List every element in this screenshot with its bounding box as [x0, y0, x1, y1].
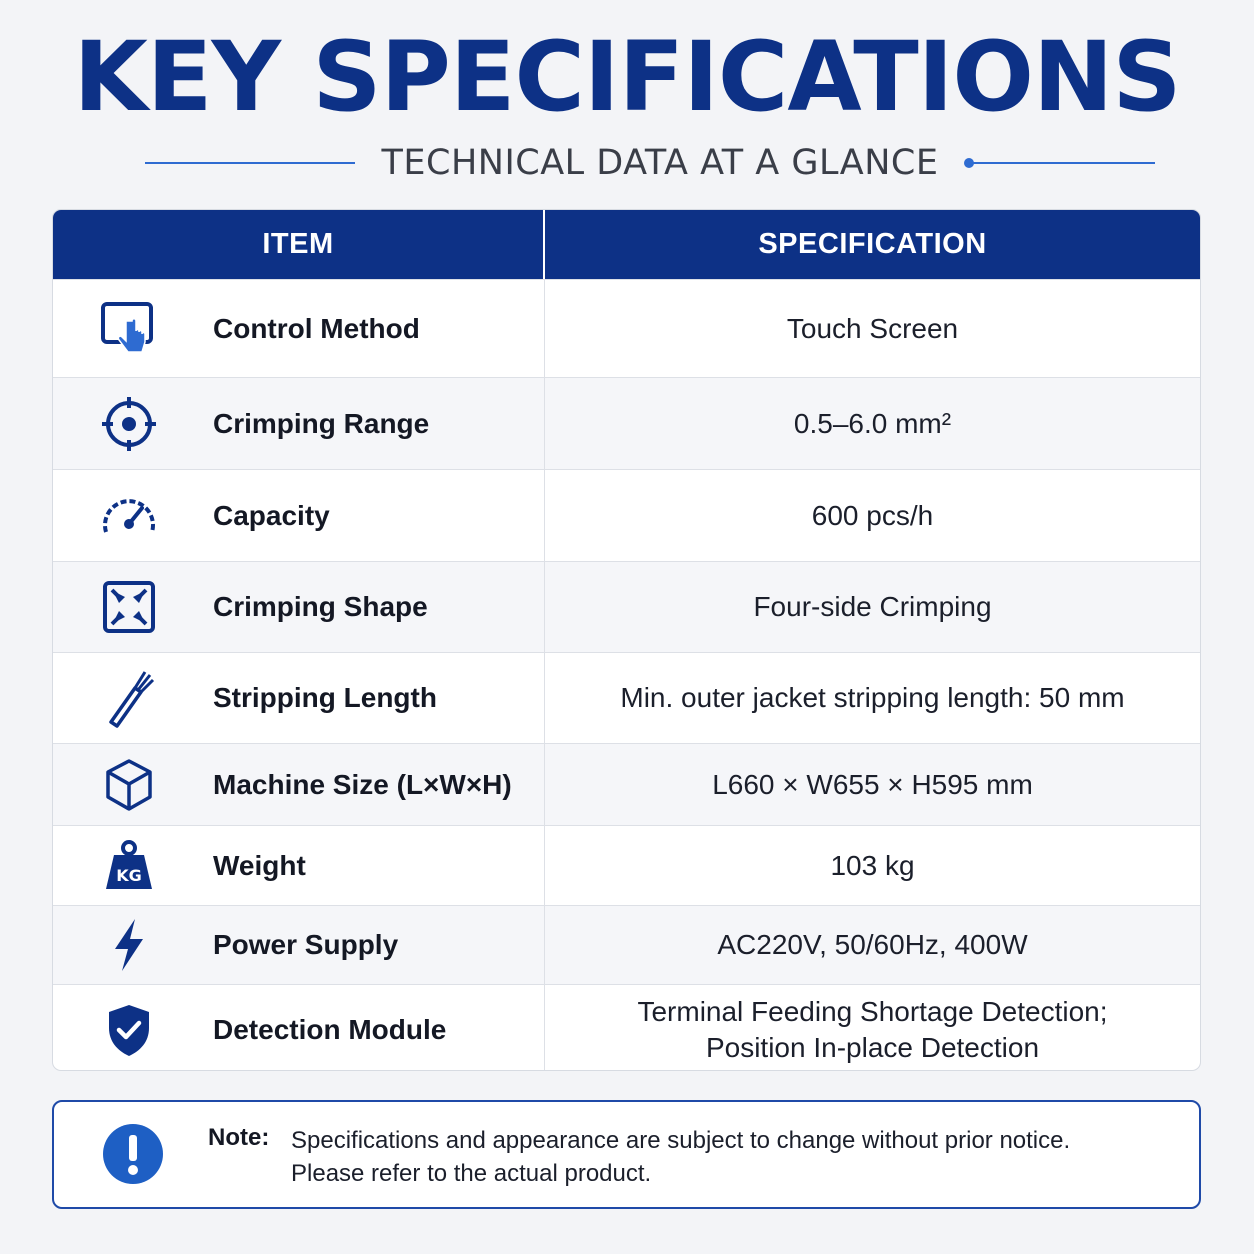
spec-value-multiline — [637, 994, 1107, 1066]
item-label: Control Method — [213, 312, 420, 344]
table-row — [53, 652, 1200, 743]
item-label: Crimping Range — [213, 407, 430, 439]
table-row — [53, 469, 1200, 561]
spec-value: L660 × W655 × H595 mm — [712, 768, 1033, 800]
item-cell — [53, 470, 545, 561]
item-cell — [53, 562, 545, 652]
item-label: Stripping Length — [213, 682, 437, 713]
spec-cell — [545, 280, 1200, 377]
item-label: Weight — [213, 849, 306, 881]
spec-cell — [545, 470, 1200, 561]
table-row — [53, 743, 1200, 825]
spec-value: Touch Screen — [786, 312, 959, 344]
subtitle-rule-left — [145, 162, 355, 164]
touch-screen-icon — [97, 297, 161, 361]
page-title: KEY SPECIFICATIONS — [73, 21, 1181, 133]
spec-cell — [545, 653, 1200, 743]
subtitle-row — [145, 140, 1155, 186]
subtitle-rule-right — [973, 162, 1155, 164]
item-cell — [53, 378, 545, 469]
column-header-specification: SPECIFICATION — [758, 228, 987, 260]
table-row — [53, 561, 1200, 652]
shield-check-icon — [97, 998, 161, 1062]
four-arrows-inward-icon — [97, 575, 161, 639]
item-cell — [53, 744, 545, 825]
kg-weight-icon — [97, 834, 161, 898]
item-label: Machine Size (L×W×H) — [213, 768, 512, 800]
spec-value: AC220V, 50/60Hz, 400W — [717, 929, 1028, 960]
item-label: Power Supply — [213, 929, 399, 960]
spec-value: 103 kg — [830, 849, 915, 881]
item-cell — [53, 906, 545, 984]
cube-icon — [97, 753, 161, 817]
lightning-bolt-icon — [97, 913, 161, 977]
spec-cell — [545, 378, 1200, 469]
spec-value: 0.5–6.0 mm² — [793, 407, 952, 439]
spec-cell — [545, 562, 1200, 652]
spec-value: 600 pcs/h — [811, 499, 934, 531]
note-box — [52, 1100, 1201, 1209]
table-header — [53, 210, 1200, 279]
item-cell — [53, 826, 545, 905]
item-cell — [53, 280, 545, 377]
table-row — [53, 984, 1200, 1071]
table-row — [53, 905, 1200, 984]
table-row — [53, 825, 1200, 905]
page-subtitle: TECHNICAL DATA AT A GLANCE — [381, 143, 939, 183]
spec-value: Terminal Feeding Shortage Detection; — [637, 995, 1108, 1027]
note-label: Note: — [208, 1124, 270, 1151]
kg-weight-icon-text: KG — [116, 865, 142, 885]
item-label: Crimping Shape — [213, 591, 428, 622]
item-cell — [53, 985, 545, 1071]
spec-value: Four-side Crimping — [753, 591, 992, 622]
wire-icon — [97, 666, 161, 730]
item-label: Capacity — [213, 499, 330, 531]
table-row — [53, 377, 1200, 469]
note-line: Specifications and appearance are subject to change without prior notice. — [291, 1127, 1071, 1154]
item-label: Detection Module — [213, 1013, 447, 1045]
spec-cell — [545, 826, 1200, 905]
item-cell — [53, 653, 545, 743]
exclamation-circle-icon — [102, 1123, 164, 1185]
spec-cell — [545, 906, 1200, 984]
note-line: Please refer to the actual product. — [291, 1160, 652, 1187]
spec-cell — [545, 985, 1200, 1071]
spec-value: Position In-place Detection — [705, 1031, 1040, 1063]
spec-value: Min. outer jacket stripping length: 50 mm — [620, 682, 1125, 713]
spec-table — [52, 209, 1201, 1071]
spec-cell — [545, 744, 1200, 825]
speedometer-icon — [97, 484, 161, 548]
note-text — [291, 1124, 1171, 1190]
target-icon — [97, 392, 161, 456]
column-header-item: ITEM — [53, 210, 545, 279]
table-row — [53, 279, 1200, 377]
